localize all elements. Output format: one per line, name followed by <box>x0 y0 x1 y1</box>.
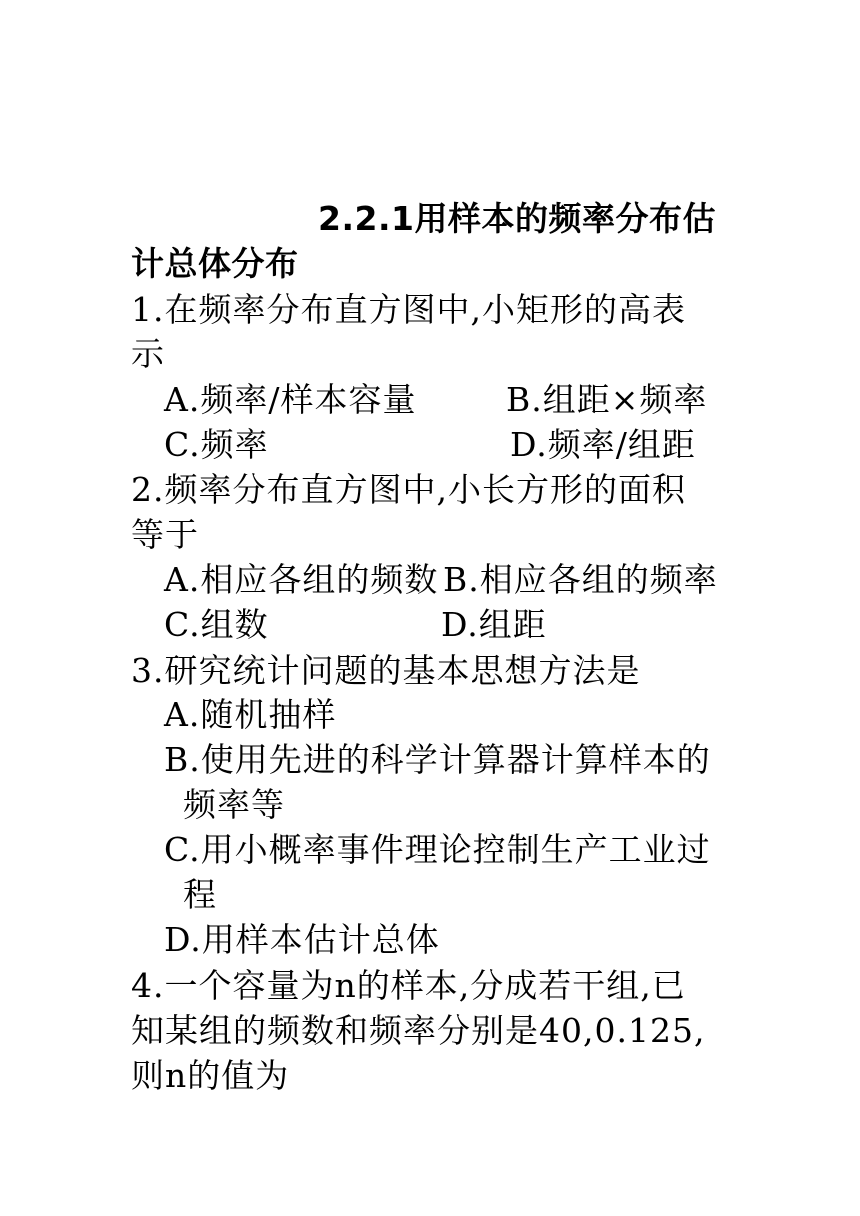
question-1-option-d: D.频率/组距 <box>510 425 696 464</box>
question-4-text-cont-2: 则n的值为 <box>131 1056 290 1095</box>
question-2-row-ab <box>164 557 764 602</box>
question-1-row-cd <box>164 422 764 467</box>
question-4-text: 4.一个容量为n的样本,分成若干组,已 <box>131 966 686 1005</box>
question-3-option-d: D.用样本估计总体 <box>164 920 440 959</box>
question-3-text: 3.研究统计问题的基本思想方法是 <box>131 651 641 690</box>
question-3-option-b: B.使用先进的科学计算器计算样本的 <box>164 740 711 779</box>
question-2-text: 2.频率分布直方图中,小长方形的面积 <box>131 470 686 509</box>
question-4-text-cont: 知某组的频数和频率分别是40,0.125, <box>131 1011 706 1050</box>
question-2-option-b: B.相应各组的频率 <box>443 560 718 599</box>
question-2-row-cd <box>164 602 764 647</box>
section-title-line1: 2.2.1用样本的频率分布估 <box>318 199 716 238</box>
question-2-option-a: A.相应各组的频数 <box>164 560 439 599</box>
question-1-row-ab <box>164 377 764 422</box>
question-3-option-a: A.随机抽样 <box>164 695 337 734</box>
question-3-option-c-cont: 程 <box>183 875 217 914</box>
section-title-line2: 计总体分布 <box>131 244 299 283</box>
question-2-text-cont: 等于 <box>131 515 199 554</box>
question-1-text-cont: 示 <box>131 334 165 373</box>
question-3-option-b-cont: 频率等 <box>183 785 285 824</box>
question-1-text: 1.在频率分布直方图中,小矩形的高表 <box>131 290 686 329</box>
question-1-option-c: C.频率 <box>164 425 269 464</box>
question-1-option-a: A.频率/样本容量 <box>164 380 417 419</box>
question-2-option-c: C.组数 <box>164 605 269 644</box>
question-1-option-b: B.组距×频率 <box>506 380 708 419</box>
question-3-option-c: C.用小概率事件理论控制生产工业过 <box>164 830 711 869</box>
question-2-option-d: D.组距 <box>441 605 547 644</box>
